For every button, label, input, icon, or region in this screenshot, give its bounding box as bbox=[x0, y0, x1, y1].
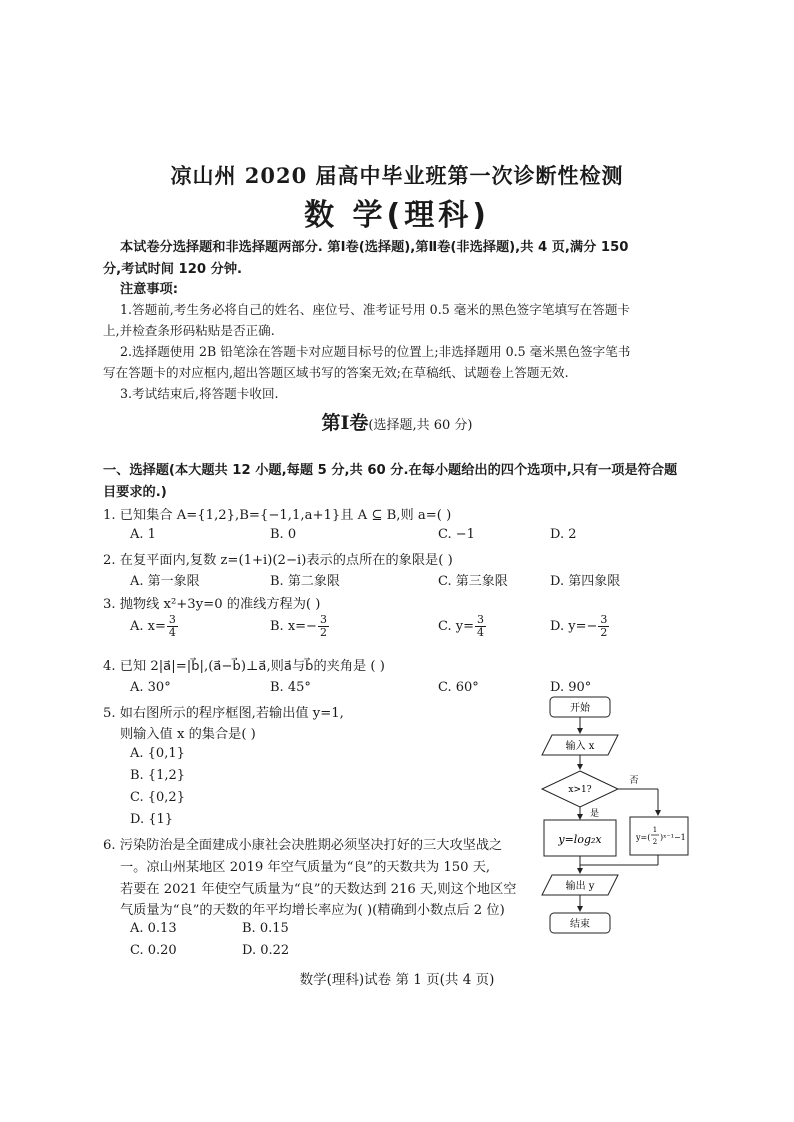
intro-line-1: 本试卷分选择题和非选择题两部分. 第Ⅰ卷(选择题),第Ⅱ卷(非选择题),共 4 页,满分 150 bbox=[120, 240, 629, 255]
q5-option-b: B. {1,2} bbox=[130, 768, 186, 783]
q3-option-d-fraction bbox=[598, 614, 609, 639]
part1-heading-line-1: 一、选择题(本大题共 12 小题,每题 5 分,共 60 分.在每小题给出的四个选项中,只有一项是符合题 bbox=[103, 463, 678, 478]
note-1-line-1: 1.答题前,考生务必将自己的姓名、座位号、准考证号用 0.5 毫米的黑色签字笔填写在答题卡 bbox=[120, 302, 631, 317]
q6-option-d: D. 0.22 bbox=[242, 943, 290, 958]
q4-option-a: A. 30° bbox=[130, 680, 171, 695]
fraction-numerator: 3 bbox=[319, 613, 327, 626]
q1-option-d: D. 2 bbox=[550, 527, 577, 542]
q6-line-1: 6. 污染防治是全面建成小康社会决胜期必须坚决打好的三大攻坚战之 bbox=[103, 838, 503, 853]
fraction-denominator: 4 bbox=[477, 626, 484, 639]
note-3: 3.考试结束后,将答题卡收回. bbox=[120, 386, 279, 401]
q6-option-c: C. 0.20 bbox=[130, 943, 177, 958]
note-2-line-2: 写在答题卡的对应框内,超出答题区域书写的答案无效;在草稿纸、试题卷上答题无效. bbox=[103, 365, 569, 380]
section-title-main: 第Ⅰ卷 bbox=[321, 412, 369, 434]
q3-option-d bbox=[550, 614, 610, 639]
q3-option-c-fraction bbox=[475, 614, 486, 639]
note-1-line-2: 上,并检查条形码粘贴是否正确. bbox=[103, 323, 275, 338]
q3-option-b bbox=[270, 614, 330, 639]
q5-stem-line-1: 5. 如右图所示的程序框图,若输出值 y=1, bbox=[103, 706, 344, 721]
q1-stem: 1. 已知集合 A={1,2},B={−1,1,a+1}且 A ⊆ B,则 a=( ) bbox=[103, 508, 452, 523]
q3-option-a-fraction bbox=[167, 614, 178, 639]
flowchart-output-label: 输出 y bbox=[565, 881, 595, 892]
notes-heading: 注意事项: bbox=[120, 282, 179, 297]
q3-option-d-prefix: D. y=− bbox=[550, 619, 598, 634]
q6-line-4: 气质量为“良”的天数的年平均增长率应为( )(精确到小数点后 2 位) bbox=[120, 903, 505, 918]
fraction-numerator: 3 bbox=[168, 613, 176, 626]
q2-option-d: D. 第四象限 bbox=[550, 574, 621, 589]
fraction-numerator: 3 bbox=[477, 613, 484, 626]
flowchart-condition-label: x>1? bbox=[568, 785, 592, 795]
q5-option-a: A. {0,1} bbox=[130, 746, 185, 761]
subject-title: 数 学(理科) bbox=[304, 198, 490, 233]
q4-option-d: D. 90° bbox=[550, 680, 592, 695]
q3-option-a-prefix: A. x= bbox=[130, 619, 166, 634]
flowchart-yes-box-label: y=log₂x bbox=[558, 833, 602, 846]
q5-stem-line-2: 则输入值 x 的集合是( ) bbox=[120, 727, 256, 742]
flowchart-no-box-suffix: )ˣ⁻¹−1 bbox=[660, 833, 686, 842]
q4-stem: 4. 已知 2|a⃗|=|b⃗|,(a⃗−b⃗)⊥a⃗,则a⃗与b⃗的夹角是 ( ) bbox=[103, 659, 385, 674]
q3-option-c bbox=[438, 614, 487, 639]
q3-option-b-prefix: B. x=− bbox=[270, 619, 317, 634]
q1-option-c: C. −1 bbox=[438, 527, 475, 542]
q6-line-3: 若要在 2021 年使空气质量为“良”的天数达到 216 天,则这个地区空 bbox=[120, 882, 517, 897]
fraction-denominator: 2 bbox=[600, 626, 608, 639]
flowchart-no-box-numerator: 1 bbox=[652, 826, 658, 834]
exam-title: 凉山州 2020 届高中毕业班第一次诊断性检测 bbox=[170, 163, 624, 188]
part1-heading-line-2: 目要求的.) bbox=[103, 485, 167, 500]
q4-option-b: B. 45° bbox=[270, 680, 311, 695]
q6-line-2: 一。凉山州某地区 2019 年空气质量为“良”的天数共为 150 天, bbox=[120, 860, 491, 875]
q3-stem: 3. 抛物线 x²+3y=0 的准线方程为( ) bbox=[103, 597, 321, 612]
q2-option-b: B. 第二象限 bbox=[270, 574, 340, 589]
flowchart-input-label: 输入 x bbox=[565, 741, 595, 752]
section-subtitle: (选择题,共 60 分) bbox=[368, 418, 473, 433]
q1-option-b: B. 0 bbox=[270, 527, 297, 542]
fraction-denominator: 4 bbox=[168, 626, 176, 639]
q1-option-a: A. 1 bbox=[130, 527, 156, 542]
intro-line-2: 分,考试时间 120 分钟. bbox=[103, 262, 243, 277]
flowchart-no-label: 否 bbox=[629, 776, 639, 786]
flowchart-no-box-prefix: y=( bbox=[636, 833, 651, 842]
q2-option-a: A. 第一象限 bbox=[130, 574, 200, 589]
section-title bbox=[0, 408, 794, 435]
q4-option-c: C. 60° bbox=[438, 680, 479, 695]
flowchart-end-label: 结束 bbox=[570, 919, 590, 930]
fraction-denominator: 2 bbox=[319, 626, 327, 639]
fraction-numerator: 3 bbox=[600, 613, 608, 626]
q5-option-d: D. {1} bbox=[130, 812, 174, 827]
q2-stem: 2. 在复平面内,复数 z=(1+i)(2−i)表示的点所在的象限是( ) bbox=[103, 553, 453, 568]
q6-option-a: A. 0.13 bbox=[130, 921, 177, 936]
page-footer: 数学(理科)试卷 第 1 页(共 4 页) bbox=[299, 972, 495, 988]
flowchart-yes-label: 是 bbox=[590, 809, 600, 819]
note-2-line-1: 2.选择题使用 2B 铅笔涂在答题卡对应题目标号的位置上;非选择题用 0.5 毫米黑色签字笔书 bbox=[120, 344, 631, 359]
q2-option-c: C. 第三象限 bbox=[438, 574, 508, 589]
flowchart-start-label: 开始 bbox=[570, 703, 590, 714]
q5-option-c: C. {0,2} bbox=[130, 790, 185, 805]
flowchart-no-box-denominator: 2 bbox=[652, 838, 658, 846]
q3-option-a bbox=[130, 614, 179, 639]
q3-option-c-prefix: C. y= bbox=[438, 619, 474, 634]
q3-option-b-fraction bbox=[318, 614, 329, 639]
q6-option-b: B. 0.15 bbox=[242, 921, 289, 936]
program-flowchart bbox=[530, 695, 710, 940]
